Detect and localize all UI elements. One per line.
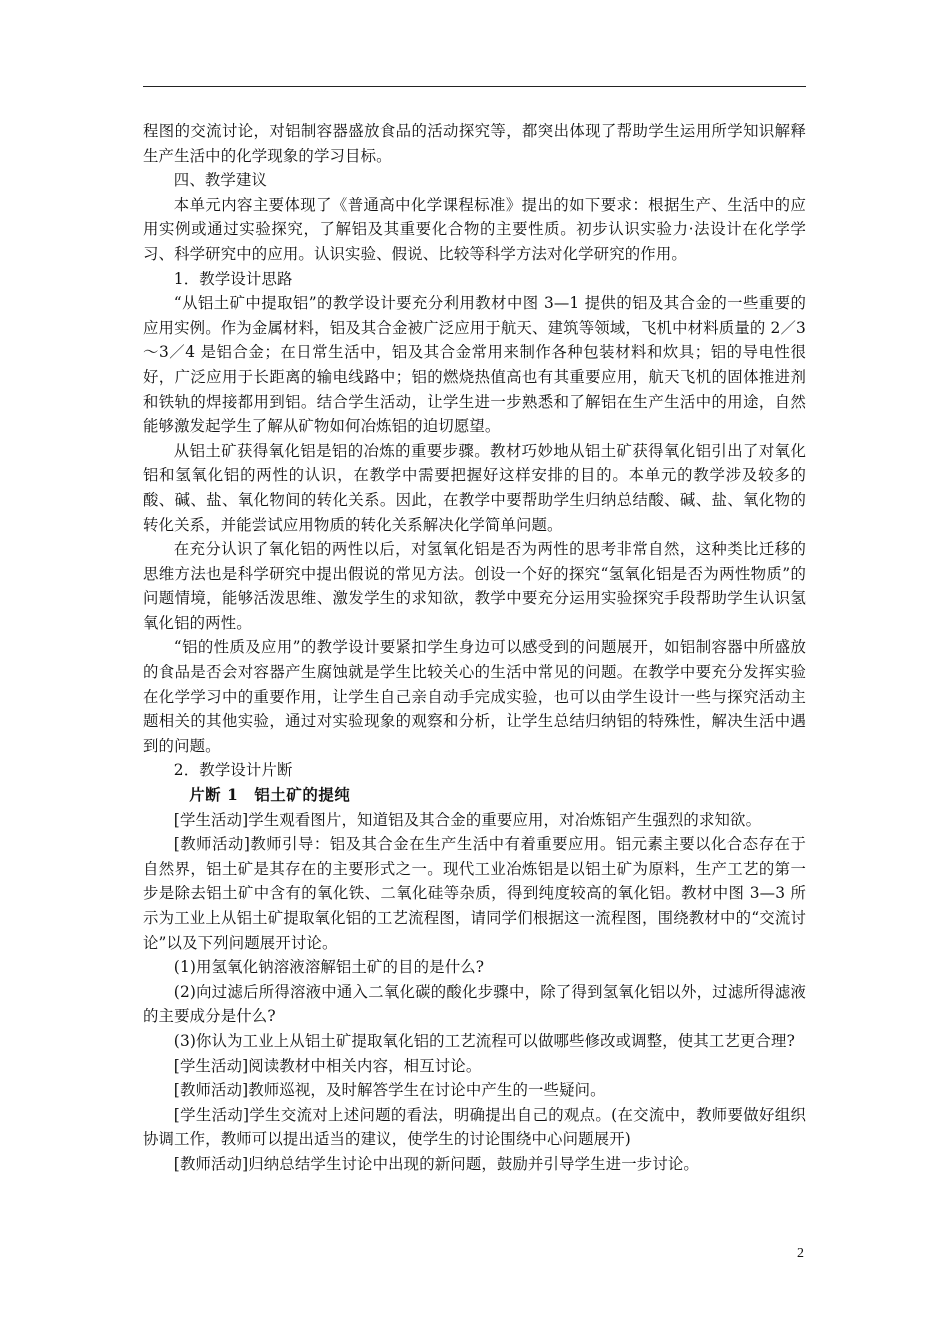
question-item: (1)用氢氧化钠溶液溶解铝土矿的目的是什么? (173, 958, 485, 977)
paragraph: [学生活动]阅读教材中相关内容，相互讨论。 (173, 1056, 482, 1075)
paragraph: 程图的交流讨论，对铝制容器盛放食品的活动探究等，都突出体现了帮助学生运用所学知识解释生产生活中的化学现象的学习目标。 (143, 122, 806, 165)
question-item: (2)向过滤后所得溶液中通入二氧化碳的酸化步骤中，除了得到氢氧化铝以外，过滤所得滤液的主要成分是什么? (143, 982, 806, 1026)
subsection-heading: 2．教学设计片断 (173, 761, 293, 780)
paragraph: [学生活动]学生交流对上述问题的看法，明确提出自己的观点。(在交流中，教师要做好组织协调工作，教师可以提出适当的建议，使学生的讨论围绕中心问题展开) (143, 1105, 806, 1149)
section-heading: 四、教学建议 (173, 171, 268, 190)
paragraph: 本单元内容主要体现了《普通高中化学课程标准》提出的如下要求：根据生产、生活中的应用实例或通过实验探究，了解铝及其重要化合物的主要性质。初步认识实验力·法设计在化学学习、科学研究中的应用。认识实验、假说、比较等科学方法对化学研究的作用。 (143, 195, 806, 263)
paragraph: “铝的性质及应用”的教学设计要紧扣学生身边可以感受到的问题展开，如铝制容器中所盛放的食品是否会对容器产生腐蚀就是学生比较关心的生活中常见的问题。在教学中要充分发挥实验在化学学习中的重要作用，让学生自己亲自动手完成实验，也可以由学生设计一些与探究活动主题相关的其他实验，通过对实验现象的观察和分析，让学生总结归纳铝的特殊性，解决生活中遇到的问题。 (143, 638, 806, 755)
question-item: (3)你认为工业上从铝土矿提取氧化铝的工艺流程可以做哪些修改或调整，使其工艺更合理? (173, 1031, 795, 1050)
subsection-heading: 1．教学设计思路 (173, 269, 293, 288)
page-body (143, 119, 806, 1177)
paragraph: 从铝土矿获得氧化铝是铝的冶炼的重要步骤。教材巧妙地从铝土矿获得氧化铝引出了对氧化铝和氢氧化铝的两性的认识，在教学中需要把握好这样安排的目的。本单元的教学涉及较多的酸、碱、盐、氧化物间的转化关系。因此，在教学中要帮助学生归纳总结酸、碱、盐、氧化物的转化关系，并能尝试应用物质的转化关系解决化学简单问题。 (143, 441, 806, 534)
paragraph: [教师活动]归纳总结学生讨论中出现的新问题，鼓励并引导学生进一步讨论。 (173, 1154, 699, 1173)
paragraph: [学生活动]学生观看图片，知道铝及其合金的重要应用，对冶炼铝产生强烈的求知欲。 (173, 810, 762, 829)
paragraph: [教师活动]教师引导：铝及其合金在生产生活中有着重要应用。铝元素主要以化合态存在于自然界，铝土矿是其存在的主要形式之一。现代工业冶炼铝是以铝土矿为原料，生产工艺的第一步是除去铝土矿中含有的氧化铁、二氧化硅等杂质，得到纯度较高的氧化铝。教材中图 3—3 所示为工业上从铝土矿提取氧化铝的工艺流程图，请同学们根据这一流程图，围绕教材中的“交流讨论”以及下列问题展开讨论。 (143, 835, 806, 952)
paragraph: 在充分认识了氧化铝的两性以后，对氢氧化铝是否为两性的思考非常自然，这种类比迁移的思维方法也是科学研究中提出假说的常见方法。创设一个好的探究“氢氧化铝是否为两性物质”的问题情境，能够活泼思维、激发学生的求知欲，教学中要充分运用实验探究手段帮助学生认识氢氧化铝的两性。 (143, 540, 806, 632)
page-number: 2 (797, 1246, 804, 1261)
paragraph: [教师活动]教师巡视，及时解答学生在讨论中产生的一些疑问。 (173, 1081, 606, 1100)
fragment-title: 片断 1 铝土矿的提纯 (189, 786, 351, 805)
header-rule (143, 86, 806, 87)
paragraph: “从铝土矿中提取铝”的教学设计要充分利用教材中图 3—1 提供的铝及其合金的一些重要的应用实例。作为金属材料，铝及其合金被广泛应用于航天、建筑等领域，飞机中材料质量的 2／3～3／4 是铝合金；在日常生活中，铝及其合金常用来制作各种包装材料和炊具；铝的导电性很好，广泛应用于长距离的输电线路中；铝的燃烧热值高也有其重要应用，航天飞机的固体推进剂和铁轨的焊接都用到铝。结合学生活动，让学生进一步熟悉和了解铝在生产生活中的用途，自然能够激发起学生了解从矿物如何冶炼铝的迫切愿望。 (143, 294, 806, 436)
